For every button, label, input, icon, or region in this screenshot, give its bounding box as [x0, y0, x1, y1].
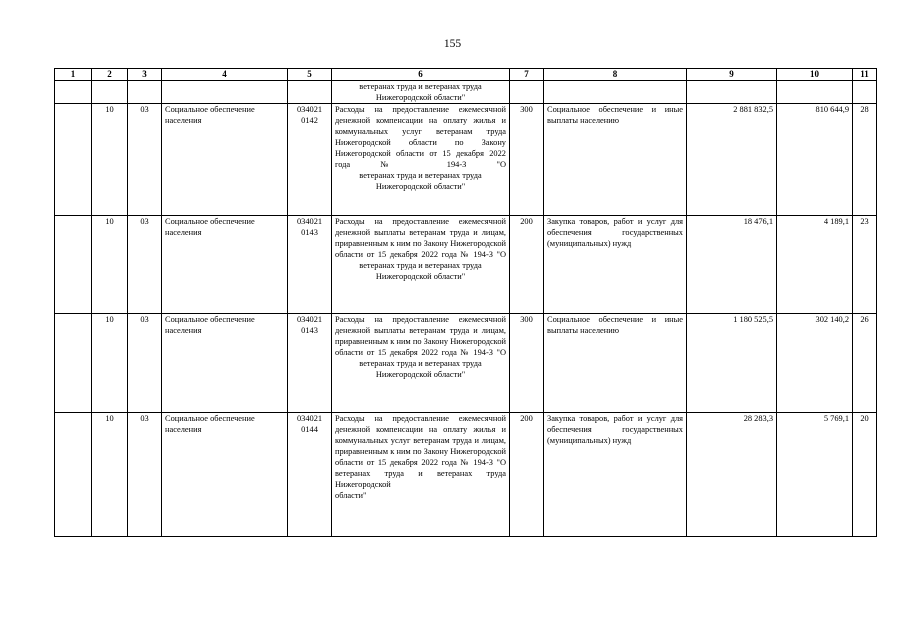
column-header: 9	[687, 69, 777, 81]
cell-subsection: 03	[128, 314, 162, 413]
header-row	[55, 69, 877, 81]
column-header: 3	[128, 69, 162, 81]
cell-expense-type: 200	[510, 216, 544, 314]
table-row	[55, 216, 877, 314]
cell-percent: 23	[853, 216, 877, 314]
cell-expense-name: Социальное обеспечение и иные выплаты населению	[544, 104, 687, 216]
table-row	[55, 104, 877, 216]
cell-amount: 1 180 525,5	[687, 314, 777, 413]
cell-target-code: 034021 0143	[288, 216, 332, 314]
cell-target-code: 034021 0142	[288, 104, 332, 216]
cell-section-name: Социальное обеспечение населения	[162, 104, 288, 216]
cell-amount: 28 283,3	[687, 413, 777, 537]
column-header: 8	[544, 69, 687, 81]
cell-col1	[55, 413, 92, 537]
cell-expense-type: 300	[510, 104, 544, 216]
cell-description: Расходы на предоставление ежемесячной денежной компенсации на оплату жилья и коммунальных услуг ветеранам труда и лицам, приравненным к ним по Закону Нижегородской области от 15 декабря 2022 года № 194-З "О ветеранах труда и ветеранах труда Нижегородской области"	[332, 413, 510, 537]
cell-amount: 18 476,1	[687, 216, 777, 314]
cell-percent: 20	[853, 413, 877, 537]
cell-expense-type: 300	[510, 314, 544, 413]
cell-target-code: 034021 0143	[288, 314, 332, 413]
cell-description: Расходы на предоставление ежемесячной денежной выплаты ветеранам труда и лицам, приравненным к ним по Закону Нижегородской области от 15 декабря 2022 года № 194-З "О ветеранах труда и ветеранах труда Нижегородской области"	[332, 314, 510, 413]
cell-target-code: 034021 0144	[288, 413, 332, 537]
cell-amount-2: 810 644,9	[777, 104, 853, 216]
cell-expense-name: Закупка товаров, работ и услуг для обеспечения государственных (муниципальных) нужд	[544, 216, 687, 314]
cell-amount-2: 4 189,1	[777, 216, 853, 314]
cell-amount: 2 881 832,5	[687, 104, 777, 216]
column-header: 10	[777, 69, 853, 81]
column-header: 5	[288, 69, 332, 81]
page-number: 155	[443, 38, 462, 50]
cell-percent: 28	[853, 104, 877, 216]
cell-section: 10	[92, 314, 128, 413]
cell-expense-type: 200	[510, 413, 544, 537]
cell-subsection: 03	[128, 216, 162, 314]
cell-col1	[55, 216, 92, 314]
column-header: 7	[510, 69, 544, 81]
table-row	[55, 314, 877, 413]
continuation-row	[55, 81, 877, 104]
cell-subsection: 03	[128, 413, 162, 537]
cell-expense-name: Социальное обеспечение и иные выплаты населению	[544, 314, 687, 413]
cell-section: 10	[92, 413, 128, 537]
cell-description: Расходы на предоставление ежемесячной денежной выплаты ветеранам труда и лицам, приравненным к ним по Закону Нижегородской области от 15 декабря 2022 года № 194-З "О ветеранах труда и ветеранах труда Нижегородской области"	[332, 216, 510, 314]
column-header: 6	[332, 69, 510, 81]
cell-section: 10	[92, 104, 128, 216]
cell-amount-2: 5 769,1	[777, 413, 853, 537]
cell-section: 10	[92, 216, 128, 314]
cell-section-name: Социальное обеспечение населения	[162, 216, 288, 314]
cell-percent: 26	[853, 314, 877, 413]
cell-section-name: Социальное обеспечение населения	[162, 413, 288, 537]
column-header: 1	[55, 69, 92, 81]
column-header: 11	[853, 69, 877, 81]
cell-col1	[55, 104, 92, 216]
continuation-text: ветеранах труда и ветеранах труда Нижегородской области"	[332, 81, 510, 104]
cell-amount-2: 302 140,2	[777, 314, 853, 413]
table-row	[55, 413, 877, 537]
cell-description: Расходы на предоставление ежемесячной денежной компенсации на оплату жилья и коммунальных услуг ветеранам труда Нижегородской области по Закону Нижегородской области от 15 декабря 2022 года № 194-З "О ветеранах труда и ветеранах труда Нижегородской области"	[332, 104, 510, 216]
cell-expense-name: Закупка товаров, работ и услуг для обеспечения государственных (муниципальных) нужд	[544, 413, 687, 537]
column-header: 2	[92, 69, 128, 81]
column-header: 4	[162, 69, 288, 81]
cell-subsection: 03	[128, 104, 162, 216]
cell-section-name: Социальное обеспечение населения	[162, 314, 288, 413]
budget-table	[54, 68, 877, 537]
cell-col1	[55, 314, 92, 413]
